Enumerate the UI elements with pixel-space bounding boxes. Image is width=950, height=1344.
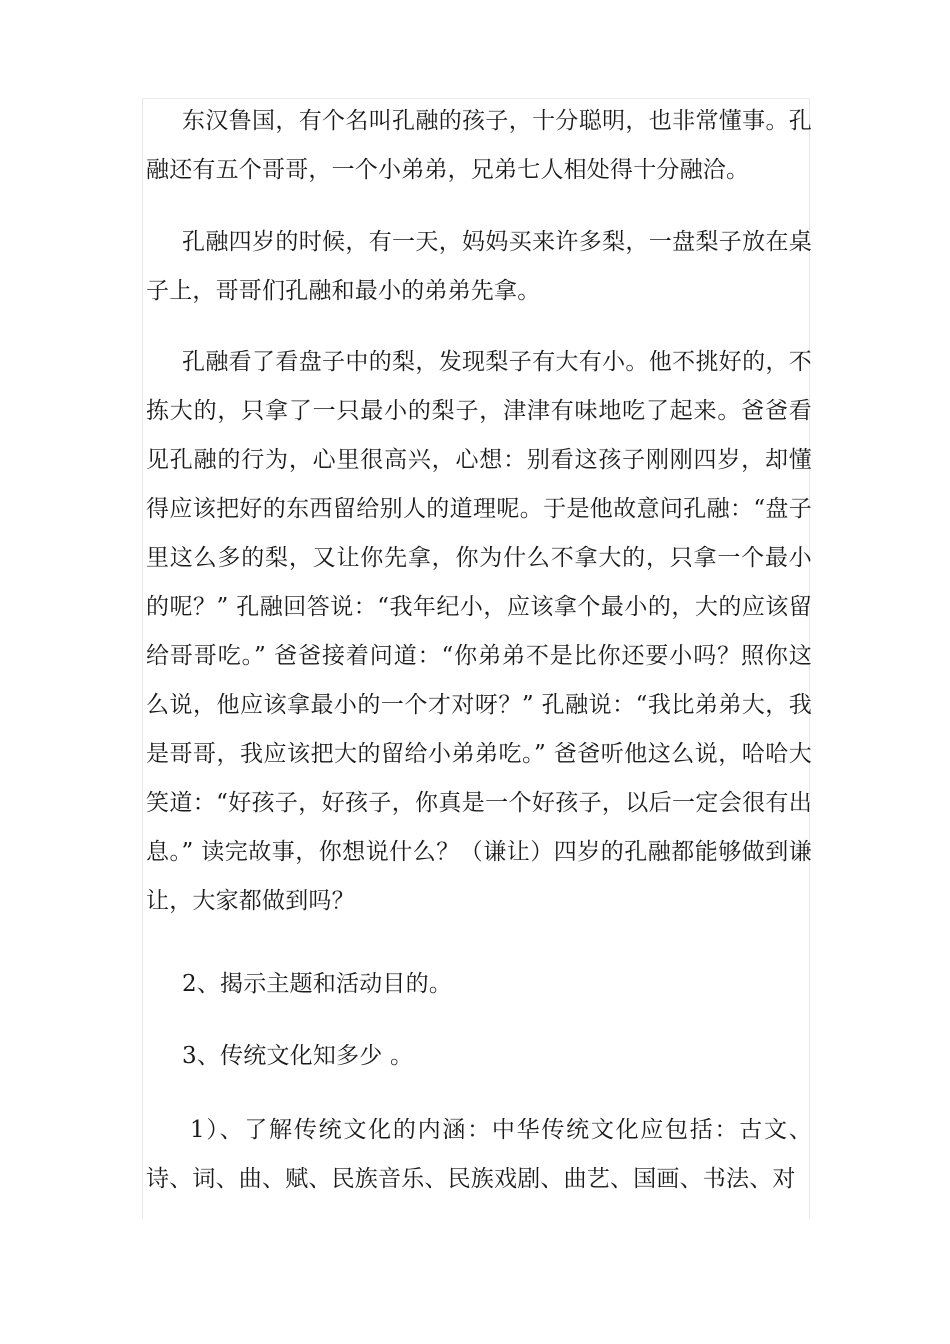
paragraph-5: 3、传统文化知多少 。 <box>182 1043 414 1069</box>
paragraph-2: 孔融四岁的时候，有一天，妈妈买来许多梨，一盘梨子放在桌子上，哥哥们孔融和最小的弟弟先拿。 <box>146 229 812 304</box>
paragraph-4: 2、揭示主题和活动目的。 <box>182 971 453 997</box>
paragraph-1: 东汉鲁国，有个名叫孔融的孩子，十分聪明，也非常懂事。孔融还有五个哥哥，一个小弟弟，兄弟七人相处得十分融洽。 <box>146 108 812 183</box>
paragraph-3: 孔融看了看盘子中的梨，发现梨子有大有小。他不挑好的，不拣大的，只拿了一只最小的梨子，津津有味地吃了起来。爸爸看见孔融的行为，心里很高兴，心想：别看这孩子刚刚四岁，却懂得应该把好的东西留给别人的道理呢。于是他故意问孔融：“盘子里这么多的梨，又让你先拿，你为什么不拿大的，只拿一个最小的呢？” 孔融回答说：“我年纪小，应该拿个最小的，大的应该留给哥哥吃。” 爸爸接着问道：“你弟弟不是比你还要小吗？照你这么说，他应该拿最小的一个才对呀？” 孔融说：“我比弟弟大，我是哥哥，我应该把大的留给小弟弟吃。” 爸爸听他这么说，哈哈大笑道：“好孩子，好孩子，你真是一个好孩子，以后一定会很有出息。” 读完故事，你想说什么？（谦让）四岁的孔融都能够做到谦让，大家都做到吗？ <box>146 349 812 914</box>
paragraph-6: 1）、了解传统文化的内涵：中华传统文化应包括：古文、诗、词、曲、赋、民族音乐、民族戏剧、曲艺、国画、书法、对 <box>146 1117 812 1192</box>
